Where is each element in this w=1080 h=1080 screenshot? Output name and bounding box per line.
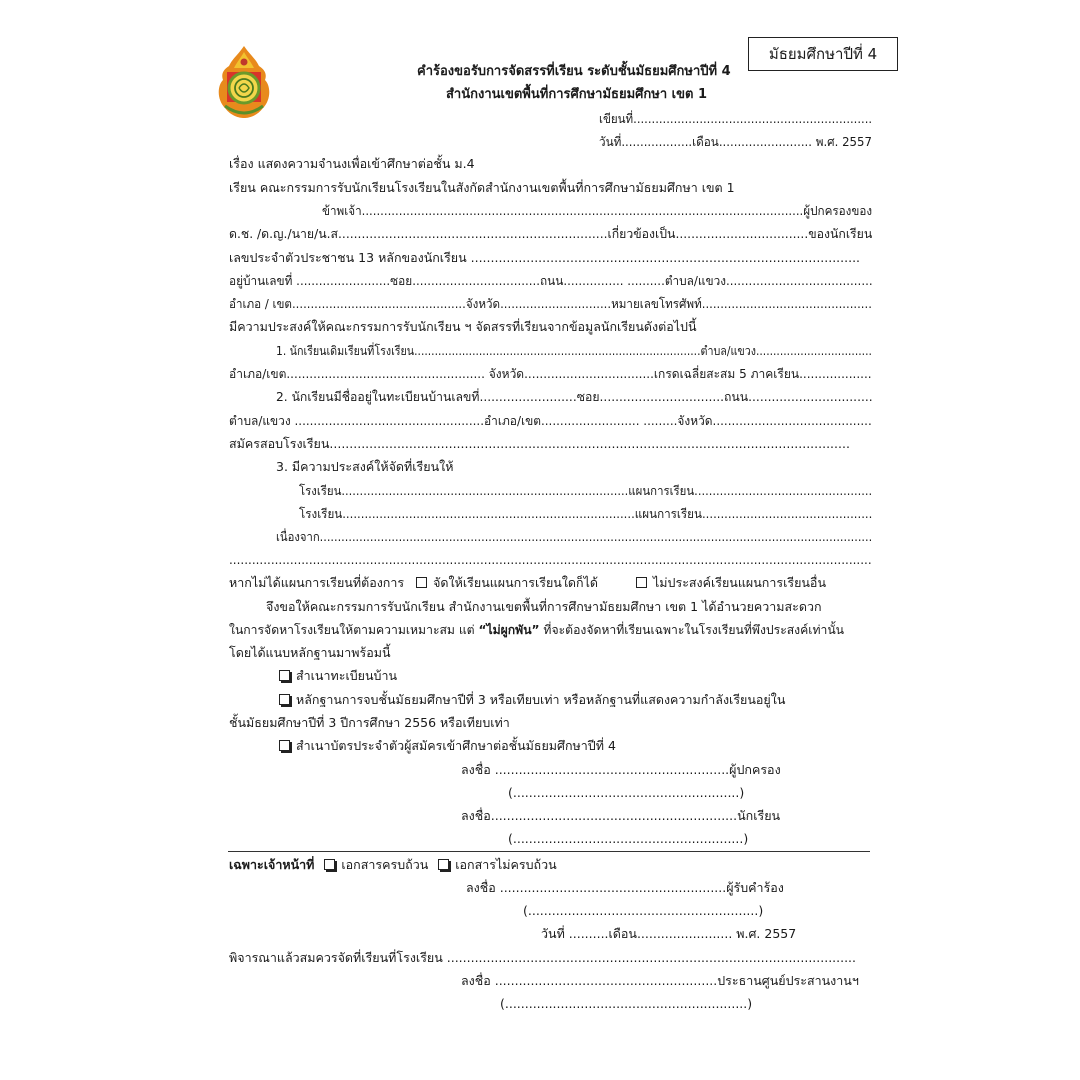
item1-former-school[interactable]: 1. นักเรียนเดิมเรียนที่โรงเรียน....................................................................................ตำบล/แขวง.................................. — [276, 343, 872, 358]
official-use-label: เฉพาะเจ้าหน้าที่ — [229, 857, 315, 872]
date-field[interactable]: วันที่...................เดือน......................... พ.ศ. 2557 — [599, 134, 872, 149]
reason-continuation[interactable]: ......................................................................................................................................................................... — [229, 552, 872, 567]
attachment-graduation-proof — [279, 691, 785, 709]
documents-complete-label: เอกสารครบถ้วน — [341, 857, 429, 872]
purpose-line: มีความประสงค์ให้คณะกรรมการรับนักเรียน ฯ จัดสรรที่เรียนจากข้อมูลนักเรียนดังต่อไปนี้ — [229, 319, 697, 334]
documents-complete-checkbox[interactable] — [324, 859, 335, 870]
fallback-row — [229, 574, 826, 592]
grade-level-box: มัธยมศึกษาปีที่ 4 — [748, 37, 898, 71]
written-at-field[interactable]: เขียนที่................................................................. — [599, 111, 873, 126]
item2-household[interactable]: 2. นักเรียนมีชื่ออยู่ในทะเบียนบ้านเลขที่.........................ซอย................................ถนน................................ — [276, 389, 873, 404]
applicant-card-label: สำเนาบัตรประจำตัวผู้สมัครเข้าศึกษาต่อชั้นมัธยมศึกษาปีที่ 4 — [296, 738, 616, 753]
item1-district-gpa[interactable]: อำเภอ/เขต.................................................... จังหวัด..................................เกรดเฉลี่ยสะสม 5 ภาคเรียน................... — [229, 366, 872, 381]
house-registration-checkbox[interactable] — [279, 670, 290, 681]
attachments-intro: โดยได้แนบหลักฐานมาพร้อมนี้ — [229, 645, 391, 660]
applicant-name-field[interactable]: ข้าพเจ้า.......................................................................................................................ผู้ปกครองของ — [322, 203, 873, 218]
request-paragraph-1: จึงขอให้คณะกรรมการรับนักเรียน สำนักงานเขตพื้นที่การศึกษามัธยมศึกษา เขต 1 ได้อำนวยความสะดวก — [266, 599, 822, 614]
attachment-applicant-card — [279, 737, 616, 755]
ministry-emblem-logo — [215, 44, 273, 120]
parent-printed-name-field[interactable]: (.........................................................) — [508, 785, 745, 800]
item3-school-choice-1[interactable]: โรงเรียน...............................................................................แผนการเรียน................................................. — [299, 483, 873, 498]
request-paragraph-2-rest: ที่จะต้องจัดหาที่เรียนเฉพาะในโรงเรียนที่พึงประสงค์เท่านั้น — [539, 623, 844, 637]
item3-reason[interactable]: เนื่องจาก.......................................................................................................................................................... — [276, 529, 873, 544]
fallback-no-other-plan-checkbox[interactable] — [636, 577, 647, 588]
address-field[interactable]: อยู่บ้านเลขที่ .........................ซอย..................................ถนน................ ..........ตำบล/แขวง....................................... — [229, 273, 873, 288]
fallback-any-plan-label: จัดให้เรียนแผนการเรียนใดก็ได้ — [433, 575, 599, 590]
graduation-proof-continuation: ชั้นมัธยมศึกษาปีที่ 3 ปีการศึกษา 2556 หรือเทียบเท่า — [229, 715, 510, 730]
applicant-card-checkbox[interactable] — [279, 740, 290, 751]
form-subtitle: สำนักงานเขตพื้นที่การศึกษามัธยมศึกษา เขต 1 — [446, 87, 708, 102]
id-number-field[interactable]: เลขประจำตัวประชาชน 13 หลักของนักเรียน .................................................................................................. — [229, 250, 861, 265]
chair-signature-field[interactable]: ลงชื่อ ........................................................ประธานศูนย์ประสานงานฯ — [461, 973, 859, 988]
item2-exam-school[interactable]: สมัครสอบโรงเรียน................................................................................................................................... — [229, 436, 850, 451]
item3-school-choice-2[interactable]: โรงเรียน...............................................................................แผนการเรียน.............................................. — [299, 506, 873, 521]
student-signature-field[interactable]: ลงชื่อ..............................................................นักเรียน — [461, 808, 781, 823]
fallback-no-other-plan-label: ไม่ประสงค์เรียนแผนการเรียนอื่น — [653, 575, 826, 590]
parent-signature-field[interactable]: ลงชื่อ ...........................................................ผู้ปกครอง — [461, 762, 781, 777]
house-registration-label: สำเนาทะเบียนบ้าน — [296, 668, 398, 683]
graduation-proof-label: หลักฐานการจบชั้นมัธยมศึกษาปีที่ 3 หรือเทียบเท่า หรือหลักฐานที่แสดงความกำลังเรียนอยู่ใน — [296, 692, 786, 707]
not-binding-emphasis: “ไม่ผูกพัน” — [478, 623, 540, 637]
graduation-proof-checkbox[interactable] — [279, 694, 290, 705]
request-paragraph-2 — [229, 621, 844, 639]
assigned-school-field[interactable]: พิจารณาแล้วสมควรจัดที่เรียนที่โรงเรียน ....................................................................................................... — [229, 950, 857, 965]
student-printed-name-field[interactable]: (..........................................................) — [508, 831, 749, 846]
receiver-printed-name-field[interactable]: (..........................................................) — [523, 903, 764, 918]
district-province-phone-field[interactable]: อำเภอ / เขต...............................................จังหวัด..............................หมายเลขโทรศัพท์.............................................. — [229, 296, 872, 311]
receiver-signature-field[interactable]: ลงชื่อ .........................................................ผู้รับคำร้อง — [466, 880, 784, 895]
form-title: คำร้องขอรับการจัดสรรที่เรียน ระดับชั้นมัธยมศึกษาปีที่ 4 — [417, 64, 731, 79]
request-paragraph-2-text: ในการจัดหาโรงเรียนให้ตามความเหมาะสม แต่ — [229, 623, 479, 637]
attachment-house-registration — [279, 667, 397, 685]
item2-location[interactable]: ตำบล/แขวง ..................................................อำเภอ/เขต.......................... .........จังหวัด.......................................... — [229, 413, 872, 428]
addressee-line: เรียน คณะกรรมการรับนักเรียนโรงเรียนในสังกัดสำนักงานเขตพื้นที่การศึกษามัธยมศึกษา เขต 1 — [229, 180, 735, 195]
official-use-row — [229, 856, 557, 874]
official-date-field[interactable]: วันที่ ..........เดือน........................ พ.ศ. 2557 — [541, 926, 797, 941]
section-divider — [228, 851, 870, 852]
documents-incomplete-checkbox[interactable] — [438, 859, 449, 870]
chair-printed-name-field[interactable]: (.............................................................) — [500, 996, 753, 1011]
subject-line: เรื่อง แสดงความจำนงเพื่อเข้าศึกษาต่อชั้น ม.4 — [229, 156, 475, 171]
item3-heading: 3. มีความประสงค์ให้จัดที่เรียนให้ — [276, 459, 454, 474]
student-name-field[interactable]: ด.ช. /ด.ญ./นาย/น.ส.....................................................................เกี่ยวข้องเป็น..................................ของนักเรียน — [229, 226, 873, 241]
documents-incomplete-label: เอกสารไม่ครบถ้วน — [455, 857, 557, 872]
fallback-label: หากไม่ได้แผนการเรียนที่ต้องการ — [229, 575, 405, 590]
fallback-any-plan-checkbox[interactable] — [416, 577, 427, 588]
